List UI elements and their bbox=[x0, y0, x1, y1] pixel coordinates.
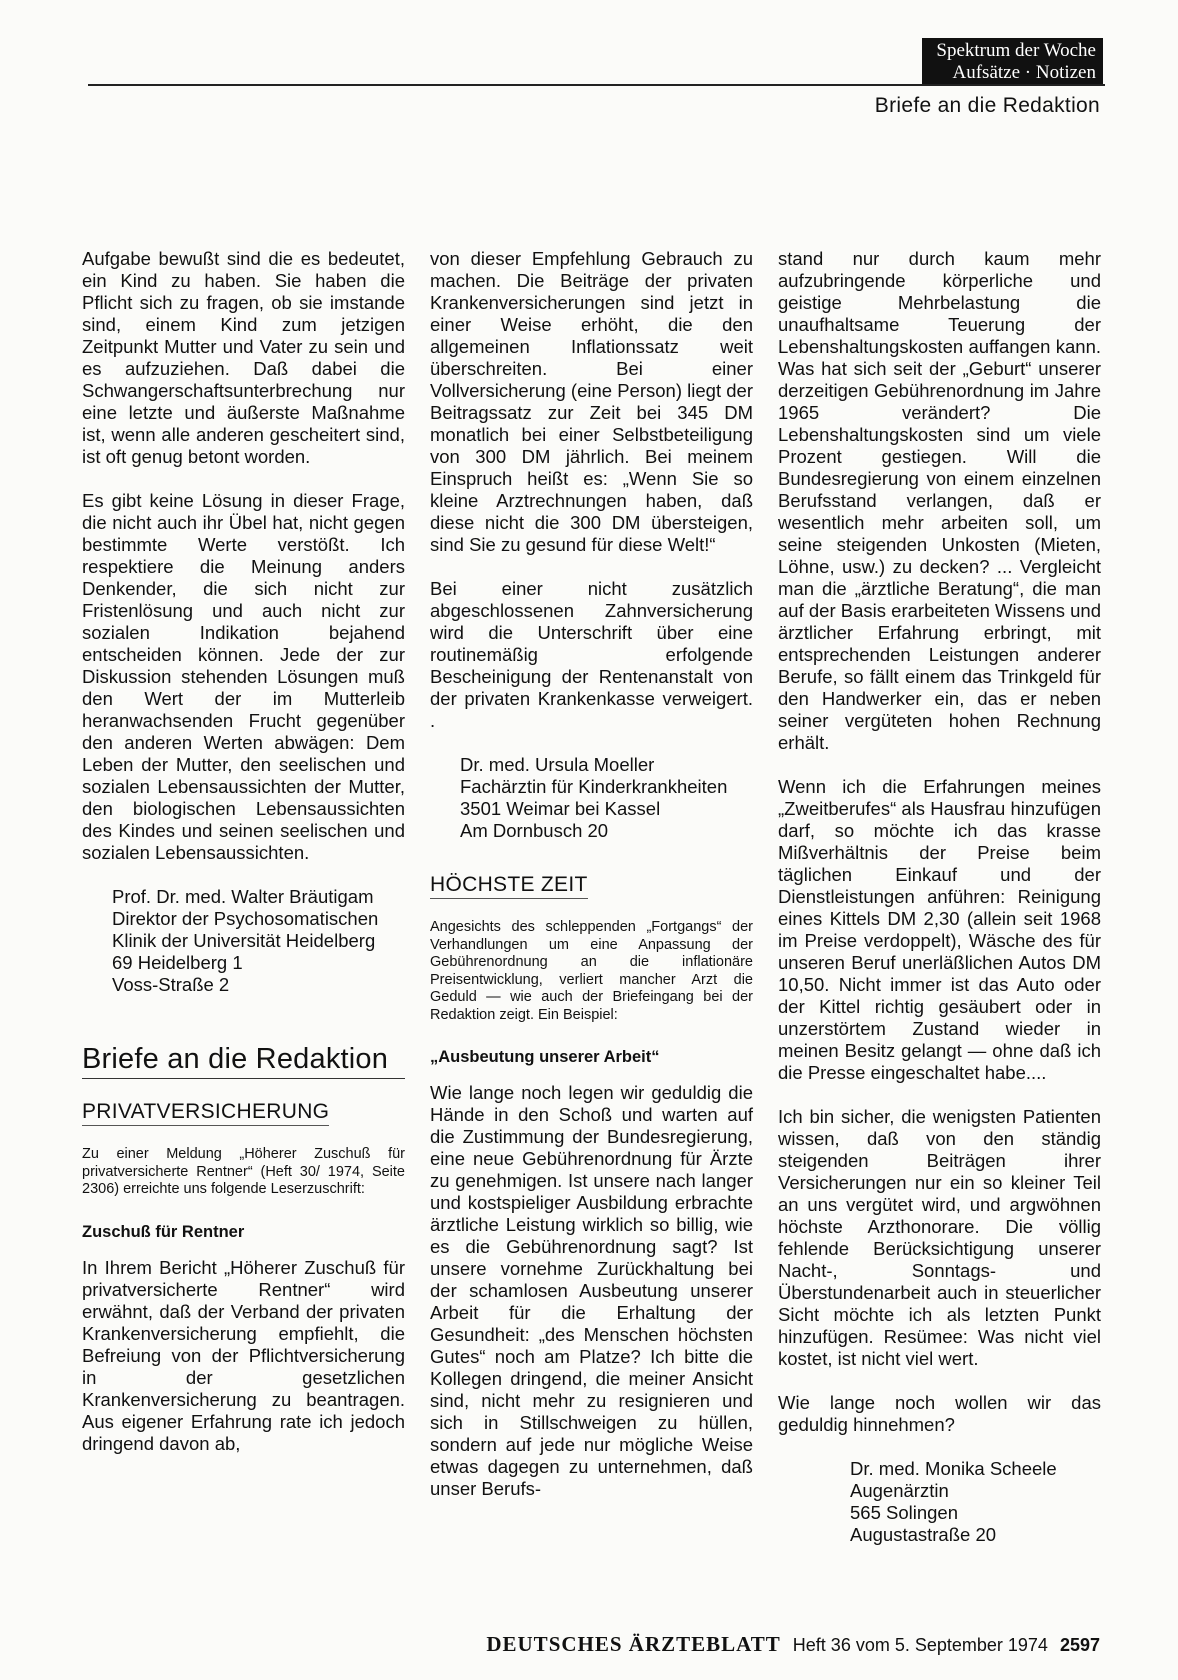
paragraph: Aufgabe bewußt sind die es bedeutet, ein Kind zu haben. Sie haben die Pflicht sich zu fragen, ob sie imstande sind, einem Kind zum jetzigen Zeitpunkt Mutter und Vater zu sein und es aufzuziehen. Daß dabei die Schwangerschaftsunterbrechung nur eine letzte und äußerste Maßnahme ist, wenn alle anderen gescheitert sind, ist oft genug betont worden. bbox=[82, 248, 405, 467]
signature-moeller bbox=[460, 754, 753, 842]
signature-braeutigam bbox=[112, 886, 405, 996]
paragraph: Wie lange noch wollen wir das geduldig hinnehmen? bbox=[778, 1392, 1101, 1435]
signature-line: Dr. med. Monika Scheele bbox=[850, 1458, 1057, 1479]
label-line-1: Spektrum der Woche bbox=[936, 40, 1096, 61]
signature-line: 3501 Weimar bei Kassel bbox=[460, 798, 661, 819]
paragraph: Ich bin sicher, die wenigsten Patienten wissen, daß von den ständig steigenden Beiträgen ihrer Versicherungen nur ein so kleiner Teil an uns vergütet wird, und argwöhnen höchste Arzthonorare. Die völlig fehlende Berücksichtigung unserer Nacht-, Sonntags- und Überstundenarbeit auch in steuerlicher Sicht möchte ich als letzten Punkt hinzufügen. Resümee: Was nicht viel kostet, ist nicht viel wert. bbox=[778, 1106, 1101, 1369]
paragraph: In Ihrem Bericht „Höherer Zuschuß für privatversicherte Rentner“ wird erwähnt, daß der Verband der privaten Krankenversicherung empfiehlt, die Befreiung von der Pflichtversicherung in der gesetzlichen Krankenversicherung zu beantragen. Aus eigener Erfahrung rate ich jedoch dringend davon ab, bbox=[82, 1256, 405, 1454]
letters-title: Briefe an die Redaktion bbox=[82, 1048, 405, 1079]
subheading-ausbeutung: „Ausbeutung unserer Arbeit“ bbox=[430, 1048, 660, 1066]
subheading-zuschuss: Zuschuß für Rentner bbox=[82, 1222, 245, 1241]
label-line-2: Aufsätze · Notizen bbox=[952, 62, 1096, 83]
paragraph: stand nur durch kaum mehr aufzubringende körperliche und geistige Mehrbelastung die unaufhaltsame Teuerung der Lebenshaltungskosten auffangen kann. Was hat sich seit der „Geburt“ unserer derzeitigen Gebührenordnung im Jahre 1965 verändert? Die Lebenshaltungskosten sind um viele Prozent gestiegen. Will die Bundesregierung von einem einzelnen Berufsstand verlangen, daß er wesentlich mehr arbeiten soll, um seine steigenden Unkosten (Mieten, Löhne, usw.) zu decken? ... Vergleicht man die „ärztliche Beratung“, die man auf der Basis erarbeiteten Wissens und ärztlicher Erfahrung erbringt, mit entsprechenden Leistungen anderer Berufe, so fällt einem das Trinkgeld für den Handwerker ein, das er neben seiner vergüteten hohen Rechnung erhält. bbox=[778, 248, 1101, 753]
signature-line: Augenärztin bbox=[850, 1480, 949, 1501]
intro-text: Angesichts des schleppenden „Fortgangs“ der Verhandlungen um eine Anpassung der Gebührenordnung an die inflationäre Preisentwicklung, verliert mancher Arzt die Geduld — wie auch der Briefeingang bei der Redaktion zeigt. Ein Beispiel: bbox=[430, 919, 753, 1023]
masthead: DEUTSCHES ÄRZTEBLATT bbox=[486, 1632, 781, 1656]
heading-privatversicherung: PRIVATVERSICHERUNG bbox=[82, 1101, 329, 1126]
issue-info: Heft 36 vom 5. September 1974 bbox=[792, 1635, 1048, 1655]
signature-line: Voss-Straße 2 bbox=[112, 974, 230, 995]
signature-line: Prof. Dr. med. Walter Bräutigam bbox=[112, 886, 374, 907]
paragraph: Es gibt keine Lösung in dieser Frage, die nicht auch ihr Übel hat, nicht gegen bestimmte Werte verstößt. Ich respektiere die Meinung anders Denkender, die sich nicht zur Fristenlösung und auch nicht zur sozialen Indikation bejahend entscheiden können. Jede der zur Diskussion stehenden Lösungen muß den Wert der im Mutterleib heranwachsenden Frucht gegenüber den anderen Werten abwägen: Dem Leben der Mutter, den seelischen und sozialen Lebensaussichten der Mutter, den biologischen Lebensaussichten des Kindes und seinen seelischen und sozialen Lebensaussichten. bbox=[82, 490, 405, 863]
signature-scheele bbox=[850, 1458, 1101, 1546]
page-number: 2597 bbox=[1059, 1635, 1100, 1655]
paragraph: Bei einer nicht zusätzlich abgeschlossenen Zahnversicherung wird die Unterschrift über eine routinemäßig erfolgende Bescheinigung der Rentenanstalt von der privaten Krankenkasse verweigert. . bbox=[430, 578, 753, 731]
page-section-label bbox=[922, 38, 1103, 86]
column-3 bbox=[778, 248, 1101, 1570]
header-rule bbox=[88, 84, 1105, 86]
paragraph: Wie lange noch legen wir geduldig die Hände in den Schoß und warten auf die Zustimmung der Bundesregierung, eine neue Gebührenordnung für Ärzte zu genehmigen. Ist unsere nach langer und kostspieliger Ausbildung erbrachte ärztliche Leistung wirklich so billig, wie es die Gebührenordnung sagt? Ist unsere vornehme Zurückhaltung bei der schamlosen Ausbeutung unserer Arbeit für die Erhaltung der Gesundheit: „des Menschen höchsten Gutes“ noch am Platze? Ich bitte die Kollegen dringend, die meiner Ansicht sind, nicht mehr zu resignieren und sich in Stillschweigen zu hüllen, sondern auf jede nur mögliche Weise etwas dagegen zu unternehmen, daß unser Berufs- bbox=[430, 1082, 753, 1499]
heading-hoechste-zeit: HÖCHSTE ZEIT bbox=[430, 874, 588, 899]
intro-text: Zu einer Meldung „Höherer Zuschuß für privatversicherte Rentner“ (Heft 30/ 1974, Seite 2306) erreichte uns folgende Leserzuschrift: bbox=[82, 1146, 405, 1197]
section-title: Briefe an die Redaktion bbox=[874, 94, 1100, 117]
page-footer bbox=[0, 1632, 1100, 1657]
signature-line: Augustastraße 20 bbox=[850, 1524, 997, 1545]
paragraph: von dieser Empfehlung Gebrauch zu machen. Die Beiträge der privaten Krankenversicherungen sind jetzt in einer Weise erhöht, die den allgemeinen Inflationssatz weit überschreiten. Bei einer Vollversicherung (eine Person) liegt der Beitragssatz zur Zeit bei 345 DM monatlich bei einer Selbstbeteiligung von 300 DM jährlich. Bei meinem Einspruch heißt es: „Wenn Sie so kleine Arztrechnungen haben, daß diese nicht die 300 DM übersteigen, sind Sie zu gesund für diese Welt!“ bbox=[430, 248, 753, 555]
column-1 bbox=[82, 248, 405, 1477]
signature-line: 565 Solingen bbox=[850, 1502, 959, 1523]
signature-line: Am Dornbusch 20 bbox=[460, 820, 609, 841]
signature-line: 69 Heidelberg 1 bbox=[112, 952, 243, 973]
signature-line: Dr. med. Ursula Moeller bbox=[460, 754, 655, 775]
signature-line: Klinik der Universität Heidelberg bbox=[112, 930, 376, 951]
column-2 bbox=[430, 248, 753, 1522]
signature-line: Direktor der Psychosomatischen bbox=[112, 908, 379, 929]
paragraph: Wenn ich die Erfahrungen meines „Zweitberufes“ als Hausfrau hinzufügen darf, so möchte ich das krasse Mißverhältnis der Preise beim täglichen Einkauf und der Dienstleistungen anführen: Reinigung eines Kittels DM 2,30 (allein seit 1968 im Preise verdoppelt), Wäsche des für unseren Beruf unerläßlichen Autos DM 10,50. Nicht immer ist das Auto oder der Kittel richtig gesäubert oder in unzerstörtem Zustand wieder in meinen Besitz gelangt — ohne daß ich die Presse eingeschaltet habe.... bbox=[778, 776, 1101, 1083]
signature-line: Fachärztin für Kinderkrankheiten bbox=[460, 776, 728, 797]
